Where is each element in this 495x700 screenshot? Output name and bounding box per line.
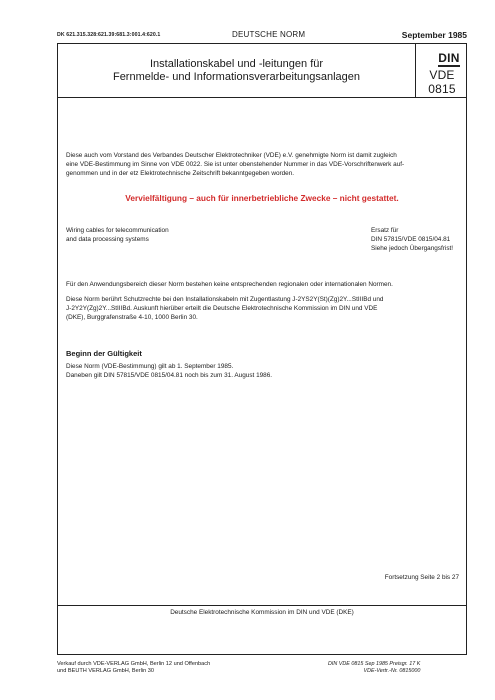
english-title-line-2: and data processing systems — [66, 236, 149, 243]
continuation-note: Fortsetzung Seite 2 bis 27 — [384, 574, 459, 581]
document-info-line-1: DIN VDE 0815 Sep 1985 Preisgr. 17 K — [328, 661, 421, 667]
reproduction-notice: Vervielfältigung – auch für innerbetriebliche Zwecke – nicht gestattet. — [125, 193, 399, 203]
intro-paragraph — [66, 151, 460, 178]
document-title — [58, 58, 415, 84]
validity-line-2: Daneben gilt DIN 57815/VDE 0815/04.81 noch bis zum 31. August 1986. — [66, 372, 273, 379]
english-title-line-1: Wiring cables for telecommunication — [66, 227, 169, 234]
title-separator — [58, 97, 466, 98]
footer-separator — [58, 605, 466, 606]
title-line-1: Installationskabel und -leitungen für — [149, 58, 324, 70]
din-logo — [438, 52, 460, 68]
replacement-note — [371, 226, 453, 253]
intro-line-2: eine VDE-Bestimmung im Sinne von VDE 0022. Sie ist unter obenstehender Nummer in das VDE-Vorschriftenwerk auf- — [66, 161, 405, 168]
patent-line-1: Diese Norm berührt Schutzrechte bei den Installationskabeln mit Zugentlastung J-2YS2Y(St)(Zg)2Y...StIIIBd und — [66, 296, 384, 303]
validity-heading: Beginn der Gültigkeit — [66, 349, 142, 358]
validity-paragraph — [66, 362, 460, 380]
commission-name: Deutsche Elektrotechnische Kommission im DIN und VDE (DKE) — [170, 609, 354, 616]
regional-note-text: Für den Anwendungsbereich dieser Norm bestehen keine entsprechenden regionalen oder internationalen Normen. — [66, 281, 393, 288]
standard-frame — [57, 43, 467, 655]
issue-date: September 1985 — [401, 30, 467, 40]
patent-note — [66, 295, 460, 322]
document-info-line-2: VDE-Vertr.-Nr. 0815000 — [363, 668, 421, 674]
patent-line-3: (DKE), Burggrafenstraße 4-10, 1000 Berlin 30. — [66, 314, 198, 321]
publisher-info — [57, 661, 210, 675]
replacement-line-2: DIN 57815/VDE 0815/04.81 — [371, 236, 451, 243]
english-title — [66, 226, 169, 244]
publisher-line-1: Verkauf durch VDE-VERLAG GmbH, Berlin 12 und Offenbach — [57, 661, 211, 667]
intro-line-1: Diese auch vom Vorstand des Verbandes Deutscher Elektrotechniker (VDE) e.V. genehmigte Norm ist damit zugleich — [66, 152, 397, 159]
document-info — [328, 661, 420, 675]
top-header — [57, 30, 467, 42]
replacement-line-1: Ersatz für — [371, 227, 399, 234]
standard-number: VDE 0815 — [428, 68, 456, 96]
dk-classification: DK 621.315.328:621.39:681.3:001.4:620.1 — [57, 32, 161, 38]
publisher-line-2: und BEUTH VERLAG GmbH, Berlin 30 — [57, 668, 154, 674]
intro-line-3: genommen und in der etz Elektrotechnische Zeitschrift bekanntgegeben worden. — [66, 170, 295, 177]
validity-line-1: Diese Norm (VDE-Bestimmung) gilt ab 1. September 1985. — [66, 363, 234, 370]
patent-line-2: J-2Y2Y(Zg)2Y...StIIIBd. Auskunft hierüber erteilt die Deutsche Elektrotechnische Kommission im DIN und VDE — [66, 305, 378, 312]
din-logo-bar — [438, 65, 460, 67]
norm-label: DEUTSCHE NORM — [232, 30, 306, 39]
replacement-line-3: Siehe jedoch Übergangsfrist! — [371, 245, 454, 252]
regional-note — [66, 280, 460, 289]
title-line-2: Fernmelde- und Informationsverarbeitungsanlagen — [112, 71, 361, 83]
din-logo-text: DIN — [438, 51, 460, 65]
